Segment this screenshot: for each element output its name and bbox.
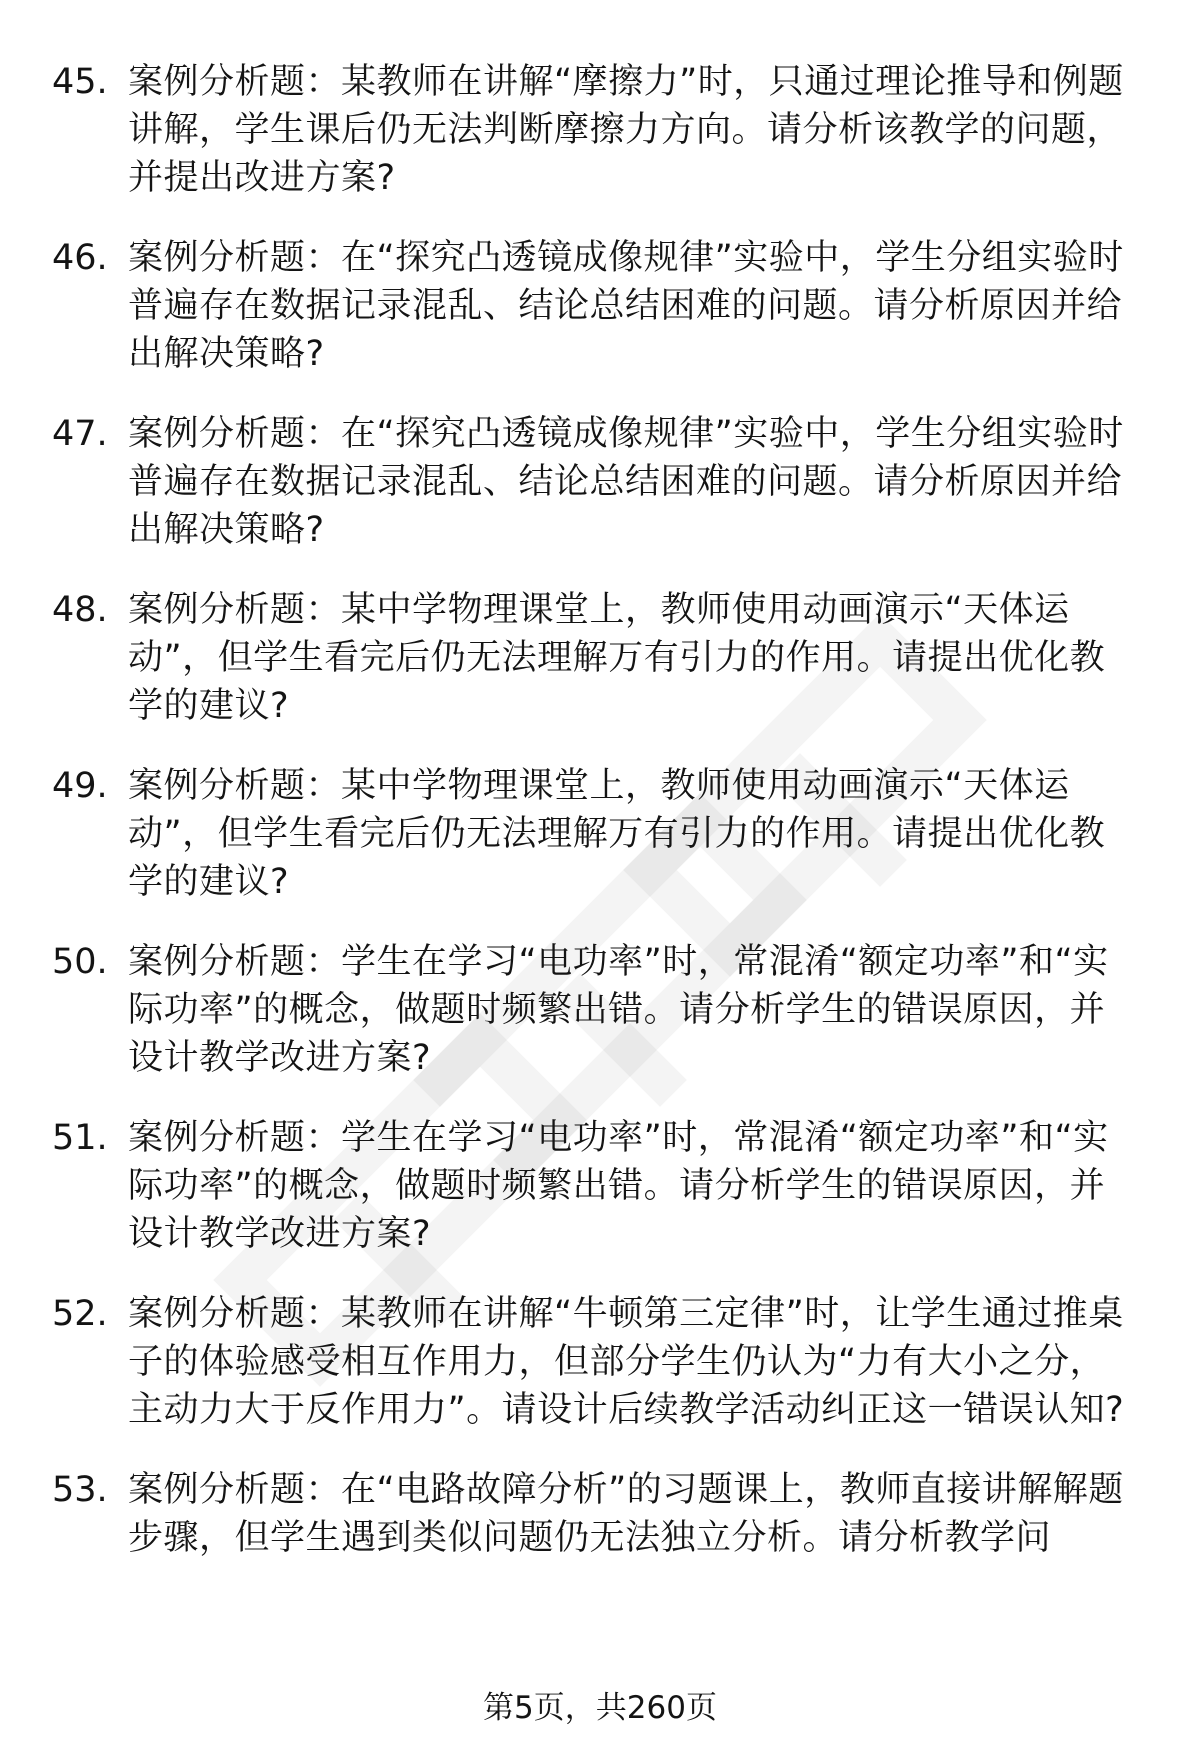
- question-item: [0, 1290, 1200, 1434]
- question-item: [0, 1466, 1200, 1562]
- question-text: 案例分析题：某教师在讲解“牛顿第三定律”时，让学生通过推桌子的体验感受相互作用力，但部分学生仍认为“力有大小之分，主动力大于反作用力”。请设计后续教学活动纠正这一错误认知?: [128, 1294, 1125, 1430]
- question-item: [0, 938, 1200, 1082]
- question-number: 48.: [52, 590, 108, 630]
- page-footer: 第5页，共260页: [483, 1690, 717, 1726]
- question-text: 案例分析题：学生在学习“电功率”时，常混淆“额定功率”和“实际功率”的概念，做题时频繁出错。请分析学生的错误原因，并设计教学改进方案?: [128, 1118, 1109, 1254]
- question-text: 案例分析题：某中学物理课堂上，教师使用动画演示“天体运动”，但学生看完后仍无法理解万有引力的作用。请提出优化教学的建议?: [128, 590, 1106, 726]
- question-number: 45.: [52, 62, 108, 102]
- question-item: [0, 762, 1200, 906]
- question-text: 案例分析题：学生在学习“电功率”时，常混淆“额定功率”和“实际功率”的概念，做题时频繁出错。请分析学生的错误原因，并设计教学改进方案?: [128, 942, 1109, 1078]
- question-text: 案例分析题：在“电路故障分析”的习题课上，教师直接讲解解题步骤，但学生遇到类似问题仍无法独立分析。请分析教学问: [128, 1470, 1124, 1558]
- question-number: 53.: [52, 1470, 108, 1510]
- question-number: 52.: [52, 1294, 108, 1334]
- question-item: [0, 1114, 1200, 1258]
- question-text: 案例分析题：某教师在讲解“摩擦力”时，只通过理论推导和例题讲解，学生课后仍无法判断摩擦力方向。请分析该教学的问题，并提出改进方案?: [128, 62, 1124, 198]
- question-number: 47.: [52, 414, 108, 454]
- question-list: [0, 58, 1200, 1594]
- question-item: [0, 410, 1200, 554]
- question-item: [0, 586, 1200, 730]
- question-number: 51.: [52, 1118, 108, 1158]
- question-text: 案例分析题：在“探究凸透镜成像规律”实验中，学生分组实验时普遍存在数据记录混乱、结论总结困难的问题。请分析原因并给出解决策略?: [128, 414, 1124, 550]
- question-number: 46.: [52, 238, 108, 278]
- question-text: 案例分析题：在“探究凸透镜成像规律”实验中，学生分组实验时普遍存在数据记录混乱、结论总结困难的问题。请分析原因并给出解决策略?: [128, 238, 1124, 374]
- question-number: 49.: [52, 766, 108, 806]
- question-item: [0, 234, 1200, 378]
- question-number: 50.: [52, 942, 108, 982]
- question-item: [0, 58, 1200, 202]
- question-text: 案例分析题：某中学物理课堂上，教师使用动画演示“天体运动”，但学生看完后仍无法理解万有引力的作用。请提出优化教学的建议?: [128, 766, 1106, 902]
